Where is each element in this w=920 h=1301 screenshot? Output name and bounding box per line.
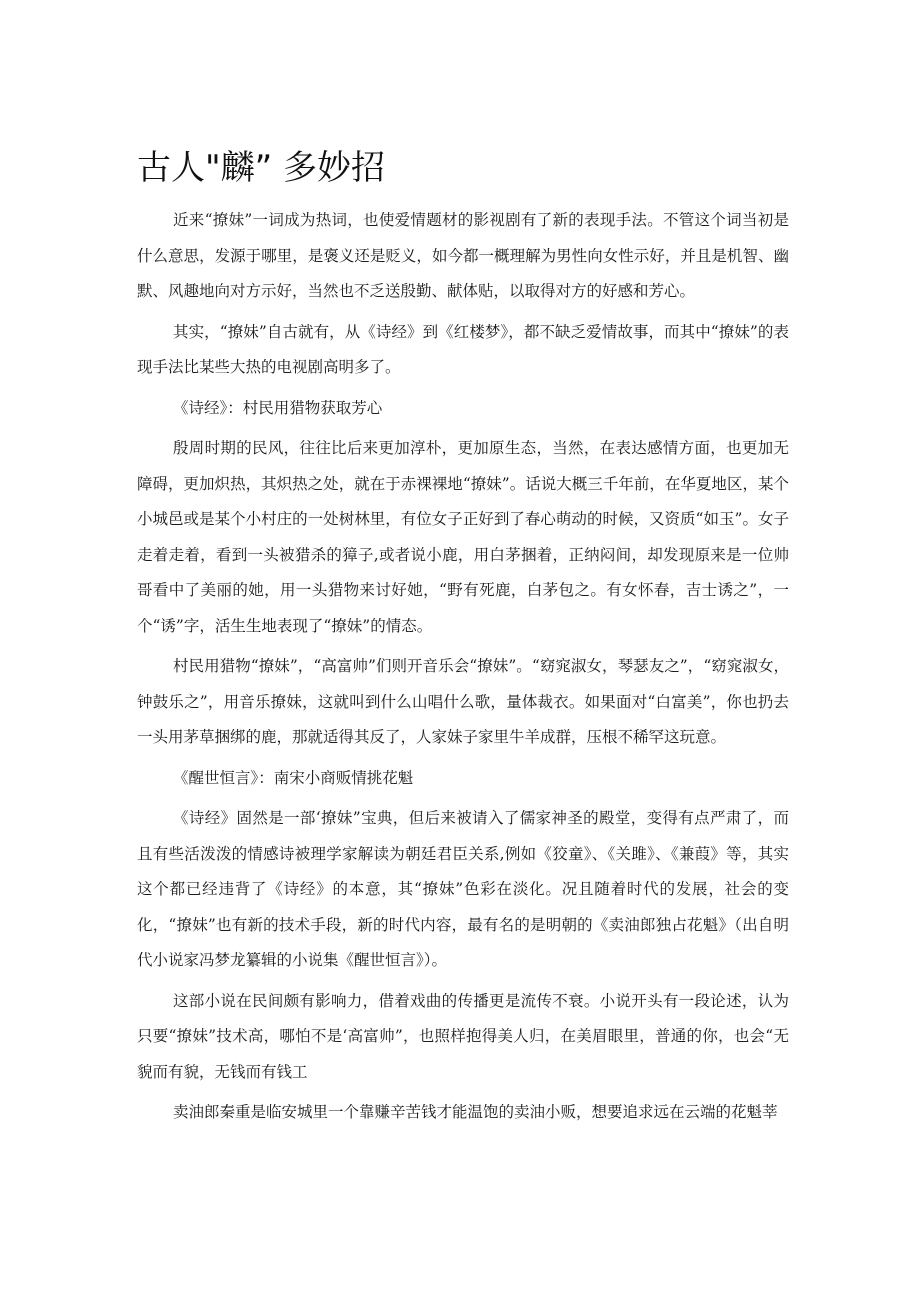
paragraph: 这部小说在民间颇有影响力，借着戏曲的传播更是流传不衰。小说开头有一段论述，认为只要“撩妹”技术高，哪怕不是‘高富帅”，也照样抱得美人归，在美眉眼里，普通的你，也会“无貌而有貌，无钱而有钱工	[137, 991, 789, 1081]
paragraph: 近来“撩妹”一词成为热词，也使爱情题材的影视剧有了新的表现手法。不管这个词当初是什么意思，发源于哪里，是褒义还是贬义，如今都一概理解为男性向女性示好，并且是机智、幽默、风趣地向对方示好，当然也不乏送殷勤、献体贴，以取得对方的好感和芳心。	[137, 211, 789, 300]
paragraph: 其实，“撩妹”自古就有，从《诗经》到《红楼梦》，都不缺乏爱情故事，而其中“撩妹”的表现手法比某些大热的电视剧高明多了。	[137, 322, 789, 376]
paragraph: 殷周时期的民风，往往比后来更加淳朴，更加原生态，当然，在表达感情方面，也更加无障碍，更加炽热，其炽热之处，就在于赤裸裸地“撩妹”。话说大概三千年前，在华夏地区，某个小城邑或是某个小村庄的一处树林里，有位女子正好到了春心萌动的时候，又资质“如玉”。女子走着走着，看到一头被猎杀的獐子,或者说小鹿，用白茅捆着，正纳闷间，却发现原来是一位帅哥看中了美丽的她，用一头猎物来讨好她，“野有死鹿，白茅包之。有女怀春，吉士诱之”，一个“诱”字，活生生地表现了“撩妹”的情态。	[137, 439, 789, 635]
paragraph: 村民用猎物“撩妹”，“高富帅”们则开音乐会“撩妹”。“窈窕淑女，琴瑟友之”，“窈窕淑女，钟鼓乐之”，用音乐撩妹，这就叫到什么山唱什么歌，量体裁衣。如果面对“白富美”，你也扔去一头用茅草捆绑的鹿，那就适得其反了，人家妹子家里牛羊成群，压根不稀罕这玩意。	[137, 657, 789, 746]
paragraph: 《诗经》固然是一部‘撩妹”宝典，但后来被请入了儒家神圣的殿堂，变得有点严肃了，而且有些活泼泼的情感诗被理学家解读为朝廷君臣关系,例如《狡童》、《关雎》、《兼葭》等，其实这个都已经违背了《诗经》的本意，其“撩妹”色彩在淡化。况且随着时代的发展，社会的变化，“撩妹”也有新的技术手段，新的时代内容，最有名的是明朝的《卖油郎独占花魁》（出自明代小说家冯梦龙纂辑的小说集《醒世恒言》）。	[137, 809, 789, 969]
article-title: 古人"麟” 多妙招	[137, 148, 386, 188]
section-heading: 《醒世恒言》：南宋小商贩情挑花魁	[173, 768, 414, 787]
section-heading: 《诗经》：村民用猎物获取芳心	[173, 398, 383, 417]
paragraph: 卖油郎秦重是临安城里一个靠赚辛苦钱才能温饱的卖油小贩，想要追求远在云端的花魁莘	[173, 1103, 778, 1121]
article-body	[137, 203, 789, 1136]
